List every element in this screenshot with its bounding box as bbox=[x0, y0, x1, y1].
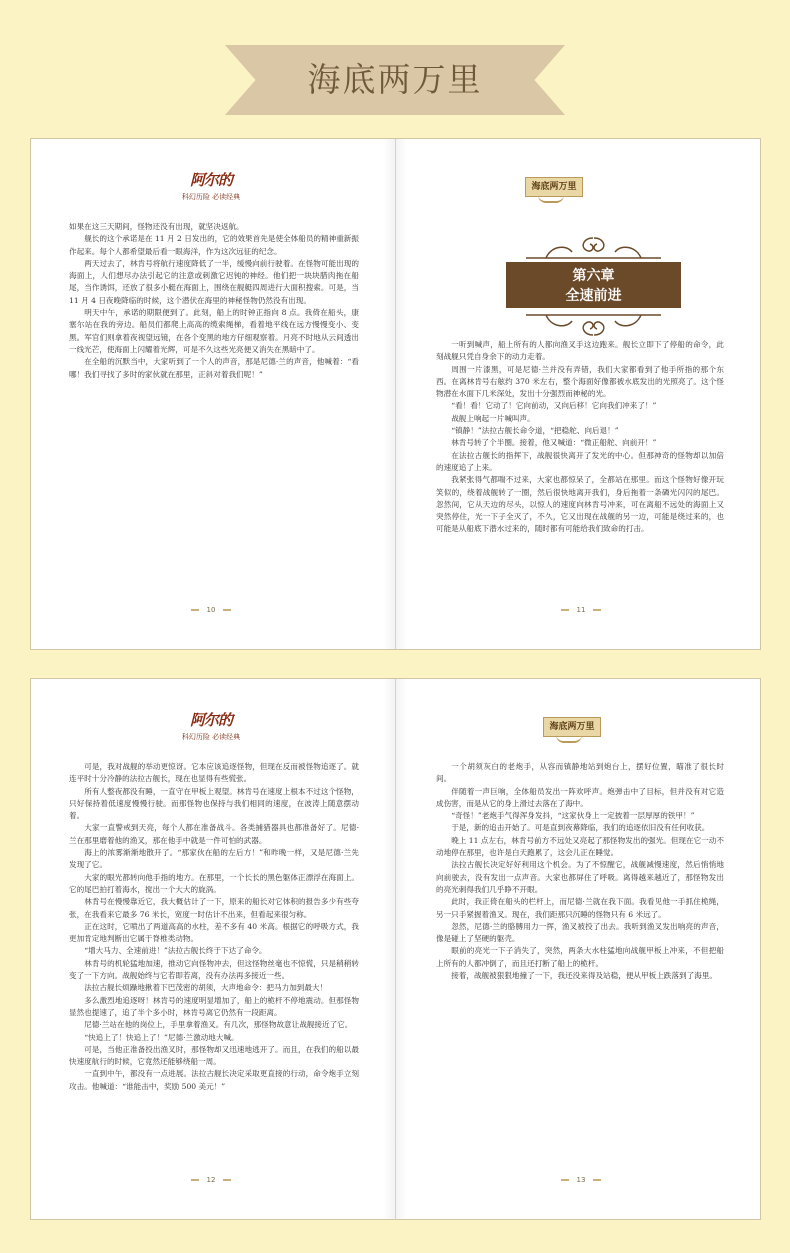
chapter-title: 全速前进 bbox=[565, 288, 622, 304]
paragraph: 明天中午，承诺的期限便到了。此刻，船上的时钟正指向 8 点。我倚在船头，康塞尔站在我的旁边。船员们都爬上高高的缆索绳梯，看着地平线在远方慢慢变小、变黑。军官们则拿着夜视望远镜，在各个变黑的地方仔细观察着。月亮不时地从云间透出一线光芒，使海面上闪耀着光辉，可是不久这些光亮便又消失在黑暗中了。 bbox=[69, 308, 359, 354]
paragraph: 此时，我正倚在船头的栏杆上，而尼德·兰就在我下面。我看见他一手抓住桅绳，另一只手紧握着渔叉。现在，我们距那只沉睡的怪物只有 6 米远了。 bbox=[436, 897, 724, 919]
paragraph: 于是，新的追击开始了。可是直到夜幕降临，我们的追逐依旧没有任何收获。 bbox=[451, 823, 710, 833]
paragraph: 海上的浓雾渐渐地散开了。“那家伙在船的左后方！”和昨晚一样，又是尼德·兰先发现了它。 bbox=[69, 848, 359, 870]
paragraph: 如果在这三天期间，怪物还没有出现，就坚决返航。 bbox=[69, 222, 244, 231]
logo-mark: 阿尔的 bbox=[189, 711, 232, 729]
paragraph: 忽然，尼德·兰的胳膊用力一挥，渔叉被投了出去。我听到渔叉发出响亮的声音，像是碰上了坚硬的躯壳。 bbox=[436, 921, 724, 944]
page-number: 13 bbox=[563, 1174, 599, 1186]
paragraph: 大家的眼光都转向他手指的地方。在那里，一个长长的黑色躯体正漂浮在海面上。它的尾巴拍打着海水，搅出一个大大的旋涡。 bbox=[69, 872, 359, 894]
ornament-bottom-icon bbox=[506, 311, 681, 339]
gutter-line bbox=[395, 139, 396, 649]
book-spread-1 bbox=[30, 138, 761, 650]
page-11-body bbox=[436, 339, 724, 536]
paragraph: 伴随着一声巨响，全体船员发出一阵欢呼声。炮弹击中了目标，但并没有对它造成伤害，而是从它的身上滑过去落在了海中。 bbox=[436, 786, 724, 808]
paragraph: 法拉古舰长烦躁地揪着下巴茂密的胡须，大声地命令：把马力加到最大！ bbox=[84, 983, 328, 993]
paragraph: 两天过去了，林肯号将航行速度降低了一半，缓慢向前行驶着。在怪物可能出现的海面上，人们想尽办法引起它的注意或刺激它迟钝的神经。他们把一块块腊肉拖在船尾，当作诱饵，还放了很多小艇在海面上，围绕在舰艇四周进行大面积搜索。可是，当 11 月 4 日夜晚降临的时候，这个潜伏在海里的神秘怪物仍然没有出现。 bbox=[69, 258, 359, 305]
series-logo bbox=[161, 169, 261, 202]
page-number: 10 bbox=[193, 604, 229, 616]
paragraph: 在法拉古舰长的指挥下，战舰很快离开了发光的中心。但那神奇的怪物却以加倍的速度追了上来。 bbox=[436, 450, 724, 472]
paragraph: 我紧张得气都喘不过来，大家也都惊呆了，全都站在那里。而这个怪物好像开玩笑似的，绕着战舰转了一圈，然后很快地离开我们，身后拖着一条磷光闪闪的尾巴。忽然间，它从天边的尽头，以惊人的速度向林肯号冲来，可在离船不远处的海面上又突然停住，光一下子全灭了，不久，它又出现在战舰的另一边，可能是绕过来的，也可能是从船底下潜水过来的，随时都有可能给我们致命的打击。 bbox=[436, 475, 724, 534]
paragraph: 一直到中午，都没有一点进展。法拉古舰长决定采取更直接的行动，命令炮手立刻攻击。他喊道：“谁能击中，奖励 500 美元！” bbox=[69, 1069, 359, 1091]
paragraph: 尼德·兰站在他的岗位上，手里拿着渔叉。有几次，那怪物故意让战舰接近了它。 bbox=[84, 1020, 353, 1030]
paragraph: 眼前的亮光一下子消失了，突然，两条大水柱猛地向战舰甲板上冲来，不但把船上所有的人都冲倒了，而且还打断了船上的桅杆。 bbox=[436, 946, 724, 968]
ornament-top-icon bbox=[506, 234, 681, 262]
paragraph: 正在这时，它喷出了两道高高的水柱，差不多有 40 米高。根据它的呼吸方式，我更加肯定地判断出它属于脊椎类动物。 bbox=[69, 921, 359, 944]
paragraph: 大家一直警戒到天亮，每个人都在准备战斗。各类捕猎器具也都准备好了。尼德·兰在那里磨着他的渔叉，那在他手中就是一件可怕的武器。 bbox=[69, 823, 359, 845]
gutter-line bbox=[395, 679, 396, 1219]
paragraph: 周围一片漆黑，可是尼德·兰并没有弄错，我们大家都看到了他手所指的那个东西。在离林肯号右舷约 370 米左右，整个海面好像都被水底发出的光照亮了。这个怪物潜在水面下几米深处，发出十分强烈而神秘的光。 bbox=[436, 364, 724, 399]
paragraph: 一个胡须灰白的老炮手，从容而镇静地站到炮台上，摆好位置，瞄准了很长时间。 bbox=[436, 762, 724, 784]
page-number: 11 bbox=[563, 604, 599, 616]
book-title: 海底两万里 bbox=[307, 60, 483, 99]
paragraph: 可是，我对战舰的举动更惊讶。它本应该追逐怪物，但现在反而被怪物追逐了。就连平时十分冷静的法拉古舰长，现在也显得有些慌张。 bbox=[69, 762, 359, 784]
book-spread-2 bbox=[30, 678, 761, 1220]
paragraph: “快追上了！快追上了！”尼德·兰激动地大喊。 bbox=[84, 1032, 239, 1042]
paragraph: 多么激烈地追逐呀！林肯号的速度明显增加了，船上的桅杆不停地震动。但那怪物显然也提速了，追了半个多小时，林肯号离它仍然有一段距离。 bbox=[69, 995, 359, 1017]
logo-subtitle: 科幻历险 必读经典 bbox=[181, 193, 241, 201]
paragraph: “奇怪！”老炮手气得浑身发抖，“这家伙身上一定披着一层厚厚的铁甲！” bbox=[451, 811, 695, 821]
logo-mark: 阿尔的 bbox=[189, 171, 232, 189]
paragraph: 法拉古舰长决定好好利用这个机会。为了不惊醒它，战舰减慢速度，然后悄悄地向前驶去，没有发出一点声音。大家也都屏住了呼吸。离得越来越近了，那怪物发出的亮光刺得我们几乎睁不开眼。 bbox=[436, 860, 724, 894]
paragraph: 晚上 11 点左右，林肯号前方不远处又亮起了那怪物发出的强光。但现在它一动不动地停在那里，也许是白天跑累了，这会儿正在睡觉。 bbox=[436, 835, 724, 858]
paragraph: 一听到喊声，船上所有的人都向渔叉手这边跑来。舰长立即下了停船的命令，此刻战舰只凭自身余下的动力走着。 bbox=[436, 340, 724, 362]
logo-subtitle: 科幻历险 必读经典 bbox=[181, 733, 241, 741]
book-tag: 海底两万里 bbox=[525, 177, 583, 197]
page-13-body bbox=[436, 761, 724, 982]
paragraph: “镇静！”法拉古舰长命令道，“把稳舵、向后退！” bbox=[451, 426, 619, 436]
paragraph: “看！看！它动了！它向前动，又向后移！它向我们冲来了！” bbox=[451, 401, 657, 411]
page-12-body bbox=[69, 761, 359, 1093]
paragraph: 林肯号的机轮猛地加速，推动它向怪物冲去，但这怪物丝毫也不惊慌，只是稍稍转变了一下方向。战舰始终与它若即若离，没有办法再多接近一些。 bbox=[69, 958, 359, 981]
paragraph: 所有人整夜都没有睡，一直守在甲板上观望。林肯号在速度上根本不过这个怪物，只好保持着低速度慢慢行驶。而那怪物也保持与我们相同的速度，在波涛上随意摆动着。 bbox=[69, 786, 359, 821]
book-tag: 海底两万里 bbox=[543, 717, 601, 737]
paragraph: 可是，当他正准备投出渔叉时，那怪物却又迅速地逃开了。而且，在我们的船以最快速度航行的时候，它竟然还能够绕船一周。 bbox=[69, 1044, 359, 1067]
paragraph: 战舰上响起一片喊叫声。 bbox=[451, 413, 535, 423]
paragraph: 接着，战舰被狠狠地撞了一下，我还没来得及站稳，便从甲板上跌落到了海里。 bbox=[451, 971, 717, 981]
page-10-body bbox=[69, 221, 359, 381]
paragraph: 舰长的这个承诺是在 11 月 2 日发出的，它的效果首先是使全体船员的精神重新振作起来。每个人都希望最后看一眼海洋，作为这次远征的纪念。 bbox=[69, 234, 359, 256]
chapter-number: 第六章 bbox=[572, 268, 615, 284]
paragraph: “增大马力、全速前进！”法拉古舰长终于下达了命令。 bbox=[84, 946, 267, 956]
chapter-heading bbox=[506, 234, 681, 339]
page-number: 12 bbox=[193, 1174, 229, 1186]
series-logo bbox=[161, 709, 261, 742]
paragraph: 林肯号转了个半圈。接着，他又喊道：“微正船舵、向前开！” bbox=[451, 438, 657, 448]
paragraph: 在全船的沉默当中，大家听到了一个人的声音，那是尼德·兰的声音，他喊着：“看哪！我们寻找了多时的家伙就在那里，正斜对着我们呢！” bbox=[69, 357, 359, 379]
paragraph: 林肯号在慢慢靠近它，我大概估计了一下，原来的船长对它体积的报告多少有些夸张，在我看来它最多 76 米长，宽度一时估计不出来，但看起来很匀称。 bbox=[69, 897, 359, 919]
